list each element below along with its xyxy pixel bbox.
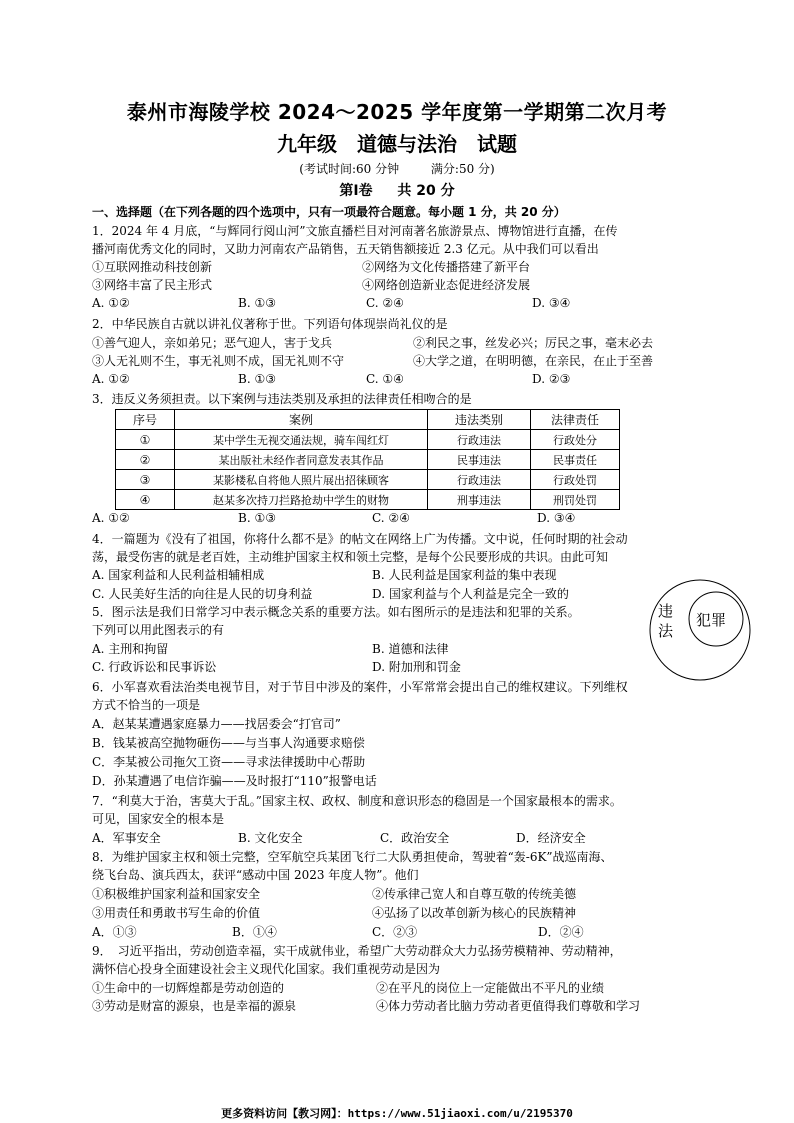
q2-statement-1: ①善气迎人，亲如弟兄；恶气迎人，害于戈兵 <box>92 336 333 350</box>
q2-statement-2: ②利民之事，丝发必兴；厉民之事，毫末必去 <box>413 336 654 350</box>
q4-option-b: B. 人民利益是国家利益的集中表现 <box>372 568 557 582</box>
table-cell: 某中学生无视交通法规，骑车闯红灯 <box>175 430 428 450</box>
q8-stem-1: 8．为维护国家主权和领土完整，空军航空兵某团飞行二大队勇担使命，驾驶着“轰-6K”战巡南海、 <box>92 850 613 864</box>
q8-statement-2: ②传承律己宽人和自尊互敬的传统美德 <box>372 887 577 901</box>
q8-statement-1: ①积极维护国家利益和国家安全 <box>92 887 261 901</box>
table-header-row <box>116 410 620 430</box>
q2-statement-4: ④大学之道，在明明德，在亲民，在止于至善 <box>413 354 654 368</box>
q8-option-c: C．②③ <box>372 925 418 939</box>
q4-stem-2: 荡，最受伤害的就是老百姓，主动维护国家主权和领土完整，是每个公民要形成的共识。由此可知 <box>92 550 609 564</box>
full-score: 满分:50 分) <box>430 162 495 176</box>
table-cell: 行政处罚 <box>531 470 620 490</box>
q4-stem-1: 4．一篇题为《没有了祖国，你将什么都不是》的帖文在网络上广为传播。文中说，任何时期的社会动 <box>92 532 628 546</box>
q3-case-table <box>115 409 620 510</box>
q9-statement-2: ②在平凡的岗位上一定能做出不平凡的业绩 <box>376 981 605 995</box>
q5-option-c: C. 行政诉讼和民事诉讼 <box>92 660 217 674</box>
table-header-cell: 违法类别 <box>428 410 531 430</box>
exam-info <box>0 160 794 177</box>
q9-stem-1: 9． 习近平指出，劳动创造幸福，实干成就伟业，希望广大劳动群众大力弘扬劳模精神、劳动精神， <box>92 944 622 958</box>
q9-stem-2: 满怀信心投身全面建设社会主义现代化国家。我们重视劳动是因为 <box>92 962 441 976</box>
q1-statement-3: ③网络丰富了民主形式 <box>92 278 213 292</box>
q5-stem-2: 下列可以用此图表示的有 <box>92 623 225 637</box>
table-header-cell: 法律责任 <box>531 410 620 430</box>
q7-stem-1: 7．“利莫大于治，害莫大于乱。”国家主权、政权、制度和意识形态的稳固是一个国家最根本的需求。 <box>92 794 622 808</box>
q4-option-d: D. 国家利益与个人利益是完全一致的 <box>372 587 569 601</box>
q8-option-a: A．①③ <box>92 925 137 939</box>
q5-option-b: B. 道德和法律 <box>372 642 449 656</box>
q8-option-b: B．①④ <box>232 925 277 939</box>
q1-stem-2: 播河南优秀文化的同时，又助力河南农产品销售，五天销售额接近 2.3 亿元。从中我们可以看出 <box>92 242 599 256</box>
q1-stem-1: 1．2024 年 4 月底，“与辉同行阅山河”文旅直播栏目对河南著名旅游景点、博物馆进行直播，在传 <box>92 224 618 238</box>
q1-option-c: C. ②④ <box>366 296 404 310</box>
q7-option-b: B. 文化安全 <box>238 831 303 845</box>
table-cell: ③ <box>116 470 175 490</box>
q1-statement-2: ②网络为文化传播搭建了新平台 <box>362 260 531 274</box>
table-cell: 行政违法 <box>428 470 531 490</box>
venn-diagram <box>648 578 752 682</box>
q6-stem-1: 6．小军喜欢看法治类电视节目，对于节目中涉及的案件，小军常常会提出自己的维权建议。下列维权 <box>92 680 628 694</box>
q7-stem-2: 可见，国家安全的根本是 <box>92 812 225 826</box>
q9-statement-3: ③劳动是财富的源泉，也是幸福的源泉 <box>92 999 297 1013</box>
q5-option-d: D. 附加刑和罚金 <box>372 660 461 674</box>
q7-option-d: D．经济安全 <box>516 831 586 845</box>
q1-statement-4: ④网络创造新业态促进经济发展 <box>362 278 531 292</box>
q8-stem-2: 绕飞台岛、演兵西太，获评“感动中国 2023 年度人物”。他们 <box>92 868 419 882</box>
q1-statement-1: ①互联网推动科技创新 <box>92 260 213 274</box>
q8-statement-4: ④弘扬了以改革创新为核心的民族精神 <box>372 906 577 920</box>
table-row <box>116 430 620 450</box>
q6-option-a: A．赵某某遭遇家庭暴力——找居委会“打官司” <box>92 717 341 731</box>
table-header-cell: 序号 <box>116 410 175 430</box>
q8-option-d: D．②④ <box>538 925 584 939</box>
q6-option-d: D．孙某遭遇了电信诈骗——及时报打“110”报警电话 <box>92 774 377 788</box>
q2-stem-1: 2．中华民族自古就以讲礼仪著称于世。下列语句体现崇尚礼仪的是 <box>92 317 448 331</box>
table-cell: 刑罚处罚 <box>531 490 620 510</box>
q7-option-a: A．军事安全 <box>92 831 161 845</box>
q2-option-d: D. ②③ <box>532 372 571 386</box>
exam-title: 泰州市海陵学校 2024～2025 学年度第一学期第二次月考 <box>126 100 668 124</box>
section-points: 共 20 分 <box>397 183 455 199</box>
q6-option-b: B．钱某被高空抛物砸伤——与当事人沟通要求赔偿 <box>92 736 365 750</box>
table-row <box>116 450 620 470</box>
exam-time: (考试时间:60 分钟 <box>299 162 400 176</box>
q2-option-b: B. ①③ <box>238 372 276 386</box>
venn-inner-label: 犯罪 <box>696 611 727 629</box>
q3-option-c: C. ②④ <box>372 511 410 525</box>
q1-option-a: A. ①② <box>92 296 130 310</box>
table-cell: ② <box>116 450 175 470</box>
table-cell: 民事违法 <box>428 450 531 470</box>
q5-option-a: A. 主刑和拘留 <box>92 642 169 656</box>
table-cell: 行政违法 <box>428 430 531 450</box>
table-header-cell: 案例 <box>175 410 428 430</box>
q3-option-b: B. ①③ <box>238 511 276 525</box>
table-cell: 某影楼私自将他人照片展出招徕顾客 <box>175 470 428 490</box>
part1-heading: 一、选择题（在下列各题的四个选项中，只有一项最符合题意。每小题 1 分，共 20 分） <box>92 205 566 219</box>
q3-option-a: A. ①② <box>92 511 130 525</box>
q1-option-b: B. ①③ <box>238 296 276 310</box>
venn-outer-label-1: 违 <box>658 602 674 620</box>
table-row <box>116 470 620 490</box>
q4-option-a: A. 国家利益和人民利益相辅相成 <box>92 568 265 582</box>
q8-statement-3: ③用责任和勇敢书写生命的价值 <box>92 906 261 920</box>
venn-outer-label-2: 法 <box>658 622 674 640</box>
q1-option-d: D. ③④ <box>532 296 571 310</box>
q6-stem-2: 方式不恰当的一项是 <box>92 698 201 712</box>
q9-statement-4: ④体力劳动者比脑力劳动者更值得我们尊敬和学习 <box>376 999 641 1013</box>
table-cell: 赵某多次持刀拦路抢劫中学生的财物 <box>175 490 428 510</box>
q5-stem-1: 5．图示法是我们日常学习中表示概念关系的重要方法。如右图所示的是违法和犯罪的关系。 <box>92 605 580 619</box>
table-cell: ④ <box>116 490 175 510</box>
table-cell: 某出版社未经作者同意发表其作品 <box>175 450 428 470</box>
footer-link[interactable]: 更多资料访问【教习网】：https://www.51jiaoxi.com/u/2195370 <box>221 1107 573 1120</box>
table-cell: 刑事违法 <box>428 490 531 510</box>
q2-option-c: C. ①④ <box>366 372 404 386</box>
q6-option-c: C．李某被公司拖欠工资——寻求法律援助中心帮助 <box>92 755 366 769</box>
q9-statement-1: ①生命中的一切辉煌都是劳动创造的 <box>92 981 285 995</box>
table-row <box>116 490 620 510</box>
section-title <box>0 180 794 200</box>
q2-option-a: A. ①② <box>92 372 130 386</box>
q3-option-d: D. ③④ <box>537 511 576 525</box>
table-cell: 民事责任 <box>531 450 620 470</box>
q2-statement-3: ③人无礼则不生，事无礼则不成，国无礼则不守 <box>92 354 345 368</box>
q7-option-c: C．政治安全 <box>380 831 450 845</box>
exam-subject-title: 九年级 道德与法治 试题 <box>277 132 517 156</box>
section-name: 第Ⅰ卷 <box>339 183 373 199</box>
q4-option-c: C. 人民美好生活的向往是人民的切身利益 <box>92 587 313 601</box>
q3-stem-1: 3．违反义务须担责。以下案例与违法类别及承担的法律责任相吻合的是 <box>92 392 472 406</box>
table-cell: 行政处分 <box>531 430 620 450</box>
table-cell: ① <box>116 430 175 450</box>
